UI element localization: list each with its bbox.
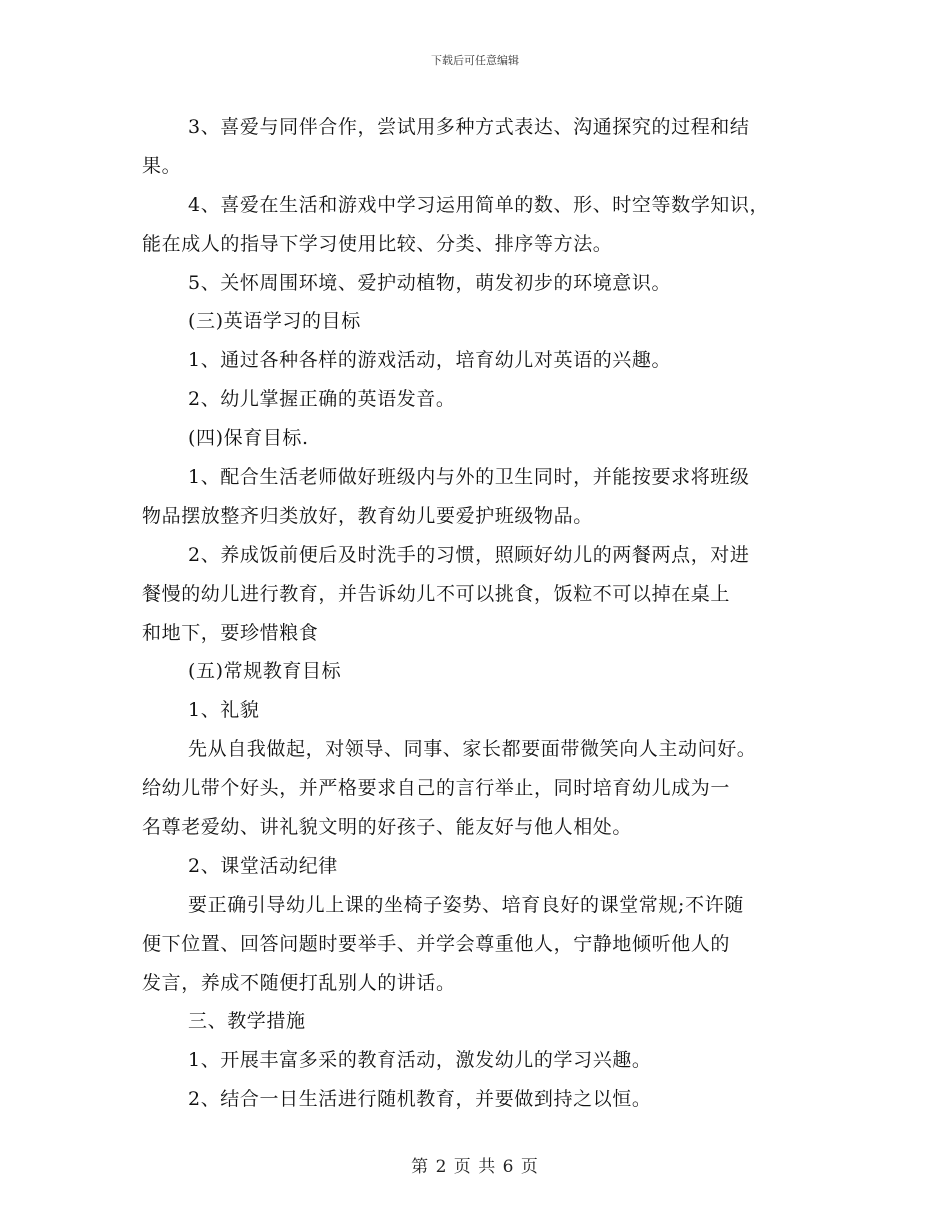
text-line: 2、幼儿掌握正确的英语发音。 xyxy=(188,388,456,411)
text-line: 给幼儿带个好头，并严格要求自己的言行举止，同时培育幼儿成为一 xyxy=(142,777,731,800)
text-line: 1、开展丰富多采的教育活动，激发幼儿的学习兴趣。 xyxy=(188,1049,652,1072)
text-line: 便下位置、回答问题时要举手、并学会尊重他人，宁静地倾听他人的 xyxy=(142,932,731,955)
text-line: 1、配合生活老师做好班级内与外的卫生同时，并能按要求将班级 xyxy=(188,466,750,489)
text-line: 5、关怀周围环境、爱护动植物，萌发初步的环境意识。 xyxy=(188,271,672,294)
text-line: 餐慢的幼儿进行教育，并告诉幼儿不可以挑食，饭粒不可以掉在桌上 xyxy=(142,582,731,605)
text-line: 要正确引导幼儿上课的坐椅子姿势、培育良好的课堂常规;不许随 xyxy=(188,893,744,916)
section-heading: (五)常规教育目标 xyxy=(188,660,342,683)
text-line: 果。 xyxy=(142,154,182,177)
text-line: 和地下，要珍惜粮食 xyxy=(142,621,319,644)
page-header: 下载后可任意编辑 xyxy=(431,54,519,67)
text-line: 1、通过各种各样的游戏活动，培育幼儿对英语的兴趣。 xyxy=(188,349,672,372)
text-line: 发言，养成不随便打乱别人的讲话。 xyxy=(142,971,456,994)
document-body xyxy=(142,108,822,1119)
text-line: 先从自我做起，对领导、同事、家长都要面带微笑向人主动问好。 xyxy=(188,738,757,761)
text-line: 2、结合一日生活进行随机教育，并要做到持之以恒。 xyxy=(188,1088,652,1111)
text-line: 2、养成饭前便后及时洗手的习惯，照顾好幼儿的两餐两点，对进 xyxy=(188,543,750,566)
subsection-heading: 2、课堂活动纪律 xyxy=(188,854,338,877)
section-heading: (三)英语学习的目标 xyxy=(188,310,361,333)
text-line: 3、喜爱与同伴合作，尝试用多种方式表达、沟通探究的过程和结 xyxy=(188,116,750,138)
section-heading: 三、教学措施 xyxy=(188,1010,306,1033)
page-footer: 第 2 页 共 6 页 xyxy=(411,1157,539,1177)
text-line: 能在成人的指导下学习使用比较、分类、排序等方法。 xyxy=(142,232,613,255)
text-line: 4、喜爱在生活和游戏中学习运用简单的数、形、时空等数学知识， xyxy=(188,193,770,216)
text-line: 名尊老爱幼、讲礼貌文明的好孩子、能友好与他人相处。 xyxy=(142,816,633,839)
subsection-heading: 1、礼貌 xyxy=(188,699,260,722)
text-line: 物品摆放整齐归类放好，教育幼儿要爱护班级物品。 xyxy=(142,504,593,527)
section-heading: (四)保育目标. xyxy=(188,427,309,450)
